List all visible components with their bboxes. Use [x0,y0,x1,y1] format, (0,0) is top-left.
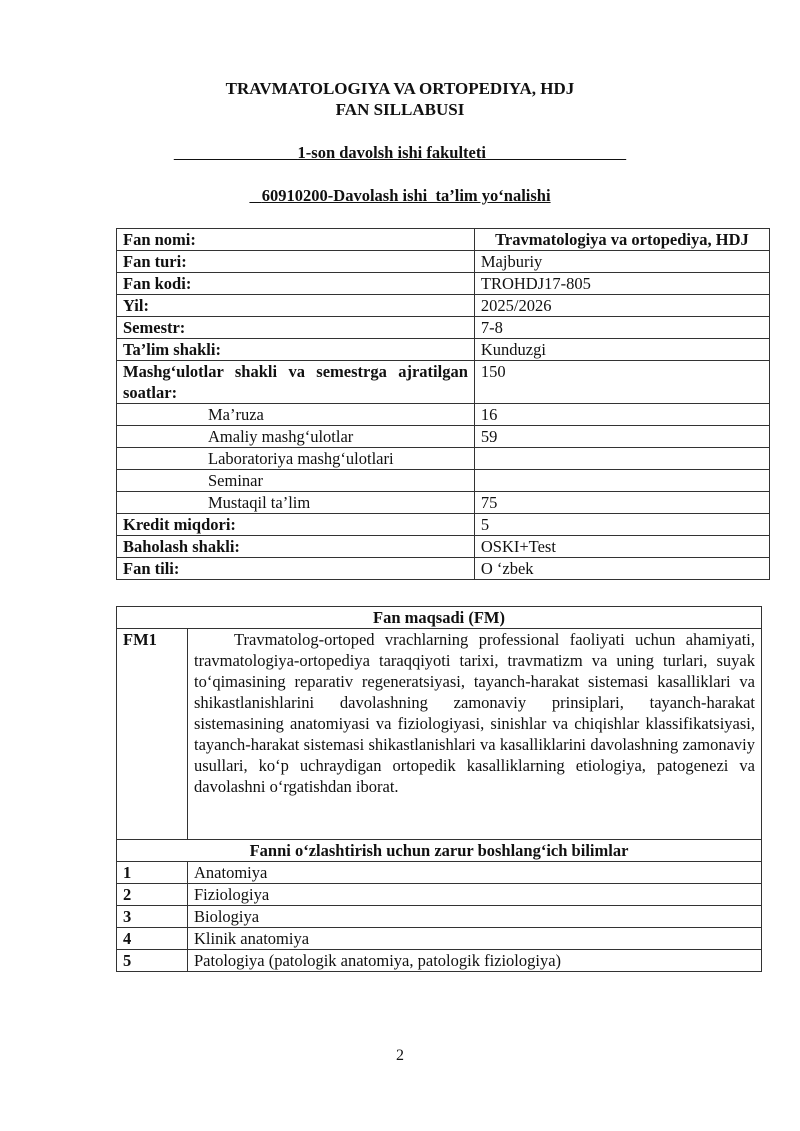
goals-table [116,606,762,972]
table-row [117,514,770,536]
prereq-heading: Fanni o‘zlashtirish uchun zarur boshlang‘ich bilimlar [117,840,762,862]
goal-text-cell [188,629,762,840]
title-line-2: FAN SILLABUSI [335,100,465,119]
info-key: Fan kodi: [117,273,475,295]
prereq-number: 5 [117,950,188,972]
faculty-name: 1-son davolsh ishi fakulteti [297,143,486,162]
info-key: Ta’lim shakli: [117,339,475,361]
info-value: Travmatologiya va ortopediya, HDJ [474,229,769,251]
info-value: OSKI+Test [474,536,769,558]
table-row [117,906,762,928]
prereq-item: Patologiya (patologik anatomiya, patologik fiziologiya) [188,950,762,972]
table-row [117,492,770,514]
info-key: Fan tili: [117,558,475,580]
info-key: Ma’ruza [117,404,475,426]
table-row [117,404,770,426]
info-value [474,470,769,492]
prereq-number: 1 [117,862,188,884]
info-value: TROHDJ17-805 [474,273,769,295]
prereq-number: 4 [117,928,188,950]
info-key: Mashg‘ulotlar shakli va semestrga ajratilgan soatlar: [117,361,475,404]
table-row [117,470,770,492]
info-key: Yil: [117,295,475,317]
info-key: Mustaqil ta’lim [117,492,475,514]
info-value: 2025/2026 [474,295,769,317]
prereq-item: Biologiya [188,906,762,928]
info-value [474,448,769,470]
info-value: 5 [474,514,769,536]
course-info-table [116,228,770,580]
table-row [117,251,770,273]
direction-line [0,186,800,206]
info-key: Laboratoriya mashg‘ulotlari [117,448,475,470]
table-row [117,361,770,404]
goal-code: FM1 [117,629,188,840]
info-value: Majburiy [474,251,769,273]
info-value: 7-8 [474,317,769,339]
info-key: Semestr: [117,317,475,339]
goal-heading: Fan maqsadi (FM) [117,607,762,629]
title-line-1: TRAVMATOLOGIYA VA ORTOPEDIYA, HDJ [225,79,575,98]
table-row [117,950,762,972]
table-row [117,536,770,558]
info-value: 150 [474,361,769,404]
info-key: Amaliy mashg‘ulotlar [117,426,475,448]
prereq-item: Klinik anatomiya [188,928,762,950]
info-value: O ‘zbek [474,558,769,580]
table-row [117,273,770,295]
table-row [117,840,762,862]
faculty-line [0,143,800,163]
info-value: Kunduzgi [474,339,769,361]
table-row [117,607,762,629]
prereq-item: Fiziologiya [188,884,762,906]
prereq-item: Anatomiya [188,862,762,884]
table-row [117,884,762,906]
goal-text: Travmatolog-ortoped vrachlarning professional faoliyati uchun ahamiyati, travmatologiya-ortopediya taraqqiyoti tarixi, travmatizm va uning turlari, suyak to‘qimasining reparativ regeneratsiyasi, tayanch-harakat sistemasi kasalliklari va shikastlanishlarini davolashning zamonaviy prinsiplari, tayanch-harakat sistemasining anatomiyasi va fiziologiyasi, sinishlar va chiqishlar klassifikatsiyasi, tayanch-harakat sistemasi shikastlanishlari va kasalliklarini davolashning zamonaviy usullari, ko‘p uchraydigan ortopedik kasalliklarning etiologiya, patogenezi va davolashni o‘rgatishdan iborat. [194,630,755,796]
document-title [0,78,800,120]
table-row [117,928,762,950]
table-row [117,862,762,884]
table-row [117,629,762,840]
info-key: Fan nomi: [117,229,475,251]
info-key: Fan turi: [117,251,475,273]
page-number: 2 [396,1047,404,1064]
table-row [117,558,770,580]
table-row [117,339,770,361]
prereq-number: 3 [117,906,188,928]
table-row [117,448,770,470]
table-row [117,426,770,448]
table-row [117,229,770,251]
info-key: Baholash shakli: [117,536,475,558]
info-key: Kredit miqdori: [117,514,475,536]
info-key: Seminar [117,470,475,492]
info-value: 16 [474,404,769,426]
direction-name: 60910200-Davolash ishi ta’lim yo‘nalishi [261,186,551,205]
prereq-number: 2 [117,884,188,906]
table-row [117,295,770,317]
info-value: 59 [474,426,769,448]
table-row [117,317,770,339]
info-value: 75 [474,492,769,514]
